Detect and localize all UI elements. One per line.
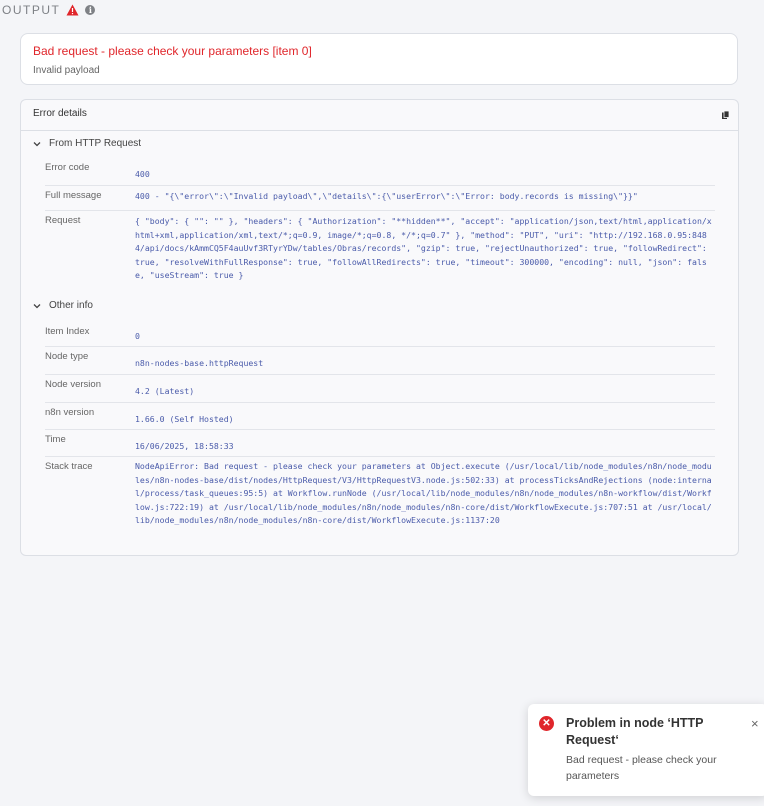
error-title: Bad request - please check your parameters [item 0] (33, 44, 312, 58)
section-toggle-other-info[interactable] (33, 300, 93, 311)
output-title: OUTPUT (2, 3, 61, 17)
row-label: Request (45, 215, 81, 226)
section-title: From HTTP Request (49, 138, 142, 149)
chevron-down-icon (33, 141, 41, 147)
row-value: 400 (135, 169, 150, 179)
row-label: Full message (45, 190, 102, 201)
row-value: n8n-nodes-base.httpRequest (135, 358, 264, 368)
error-details-panel (20, 99, 739, 556)
row-full-message (45, 186, 715, 211)
row-node-type (45, 347, 715, 375)
row-value: 0 (135, 331, 140, 341)
row-value: 1.66.0 (Self Hosted) (135, 414, 234, 424)
row-request (45, 211, 715, 286)
row-error-code (45, 158, 715, 186)
row-node-version (45, 375, 715, 403)
row-label: Item Index (45, 326, 90, 337)
row-value: { "body": { "": "" }, "headers": { "Authorization": "**hidden**", "accept": "application/json,text/html,application/xhtml+xml,application/xml,text/*;q=0.9, image/*;q=0.8, */*;q=0.7" }, "method": "PUT", "uri": "http://192.168.0.95:8484/api/docs/kAmmCQ5F4auUvf3RTyrYDw/tables/Obras/records", "gzip": true, "rejectUnauthorized": true, "followRedirect": true, "resolveWithFullResponse": true, "followAllRedirects": true, "timeout": 300000, "encoding": null, "json": false, "useStream": true } (135, 216, 712, 280)
row-stack-trace (45, 457, 715, 547)
row-time (45, 430, 715, 457)
row-value: 400 - "{\"error\":\"Invalid payload\",\"details\":{\"userError\":\"Error: body.records is missing\"}}" (135, 191, 638, 201)
toast-title: Problem in node ‘HTTP Request‘ (566, 716, 704, 747)
row-label: Node version (45, 379, 101, 390)
copy-icon[interactable] (722, 111, 729, 119)
output-header (2, 3, 95, 17)
error-description: Invalid payload (33, 65, 100, 76)
row-value: 4.2 (Latest) (135, 386, 195, 396)
other-info-rows (45, 322, 715, 547)
error-toast (528, 704, 764, 796)
row-item-index (45, 322, 715, 347)
row-label: Node type (45, 351, 89, 362)
error-details-header (21, 100, 738, 131)
row-label: n8n version (45, 407, 95, 418)
section-toggle-http-request[interactable] (33, 138, 141, 149)
http-request-rows (45, 158, 715, 286)
row-value: NodeApiError: Bad request - please check your parameters at Object.execute (/usr/local/lib/node_modules/n8n/node_modules/n8n-nodes-base/dist/nodes/HttpRequest/V3/HttpRequestV3.node.js:502:33) at processTicksAndRejections (node:internal/process/task_queues:95:5) at Workflow.runNode (/usr/local/lib/node_modules/n8n/node_modules/n8n-workflow/dist/Workflow.js:722:19) at /usr/local/lib/node_modules/n8n/node_modules/n8n-core/dist/WorkflowExecute.js:707:51 at /usr/local/lib/node_modules/n8n/node_modules/n8n-core/dist/WorkflowExecute.js:1137:20 (135, 461, 712, 525)
info-circle-icon[interactable]: i (85, 5, 95, 15)
error-circle-icon: ✕ (539, 716, 554, 731)
row-value: 16/06/2025, 18:58:33 (135, 441, 234, 451)
warning-triangle-icon (66, 4, 79, 16)
error-summary-card (20, 33, 738, 85)
row-label: Time (45, 434, 66, 445)
section-title: Other info (49, 300, 93, 311)
toast-message: Bad request - please check your parameters (566, 754, 717, 782)
chevron-down-icon (33, 303, 41, 309)
error-details-title: Error details (33, 108, 87, 119)
row-n8n-version (45, 403, 715, 430)
row-label: Error code (45, 162, 90, 173)
row-label: Stack trace (45, 461, 93, 472)
close-icon[interactable]: × (751, 716, 759, 731)
